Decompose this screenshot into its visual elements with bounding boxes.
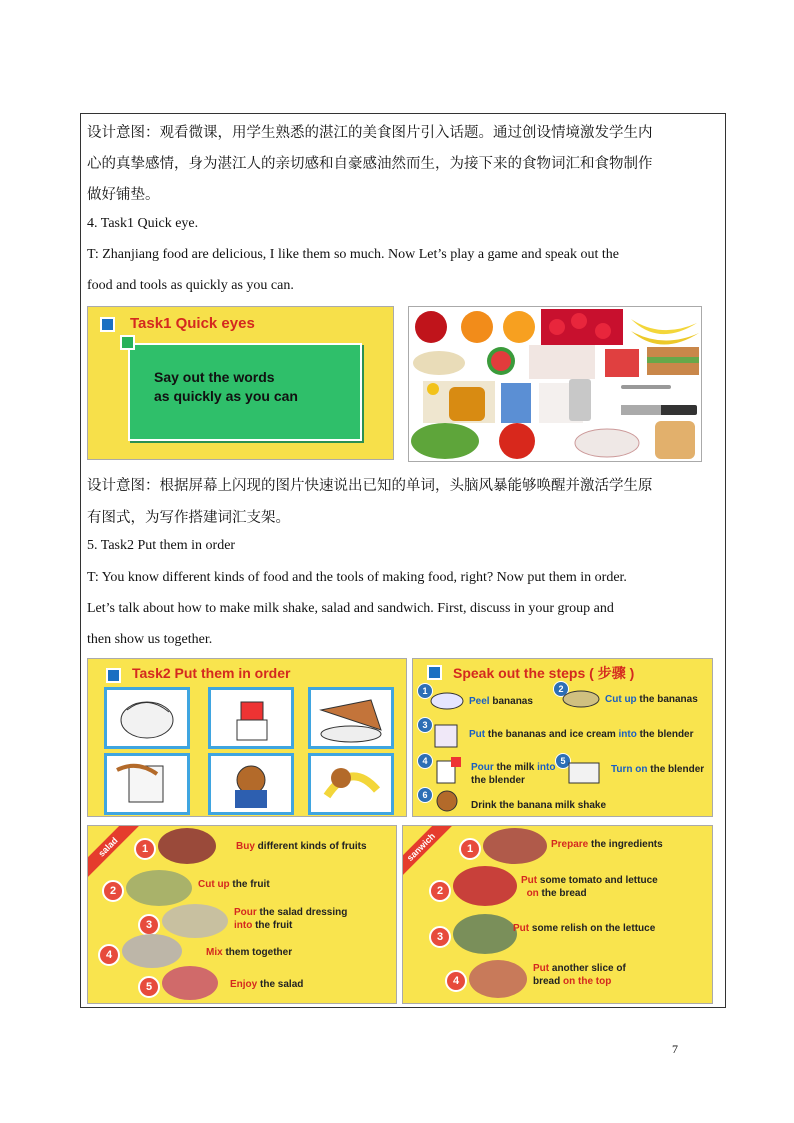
instruction-box [128,343,362,441]
step-number: 4 [445,970,467,992]
salad-ribbon: salad [87,825,141,880]
sandwich-slide [402,825,713,1004]
apple-icon [415,311,447,343]
teacher-line: Let’s talk about how to make milk shake, salad and sandwich. First, discuss in your group and [87,601,614,616]
plate-icon [575,429,639,457]
fruit-photo [162,904,228,938]
teacher-line: T: Zhanjiang food are delicious, I like them so much. Now Let’s play a game and speak out the [87,247,619,262]
teacher-line: food and tools as quickly as you can. [87,278,294,293]
bullet-square [120,335,135,350]
fruit-photo [126,870,192,906]
bread-icon [655,421,695,459]
eggs-icon [413,351,465,375]
step-text: Prepare the ingredients [551,839,663,850]
task2-heading: 5. Task2 Put them in order [87,538,236,553]
step-image [427,787,467,815]
step-text: Buy different kinds of fruits [236,841,367,852]
step-text: Peel bananas [469,696,533,707]
food-photo-grid [408,306,702,462]
step-picture [104,753,190,815]
teacher-line: then show us together. [87,632,213,647]
step-picture [104,687,190,749]
cake-icon [529,345,595,379]
salad-slide [87,825,397,1004]
step-picture [208,753,294,815]
honey-jar-icon [449,387,485,421]
step-text: Mix them together [206,947,293,958]
step-number: 4 [98,944,120,966]
intent-text-line: 有图式，为写作搭建词汇支架。 [87,510,290,526]
bullet-square [100,317,115,332]
instruction-line: Say out the words [154,369,275,385]
milk-box-icon [501,383,531,423]
step-number: 4 [417,753,433,769]
task1-slide [87,306,394,460]
step-number: 3 [429,926,451,948]
bullet-square [106,668,121,683]
step-number: 2 [553,681,569,697]
step-number: 5 [138,976,160,998]
ingredient-photo [453,866,517,906]
step-image [559,687,603,709]
step-number: 5 [555,753,571,769]
step-number: 3 [417,717,433,733]
step-text: Put some tomato and lettuce on the bread [521,875,658,899]
step-text: Drink the banana milk shake [471,800,607,811]
steps-slide [412,658,713,817]
sandwich-ribbon: sanwich [402,825,454,880]
step-number: 2 [102,880,124,902]
intent-text-line: 设计意图：根据屏幕上闪现的图片快速说出已知的单词，头脑风暴能够唤醒并激活学生原 [87,478,653,494]
intent-text-line: 做好铺垫。 [87,187,160,203]
slide-title: Task2 Put them in order [132,665,291,681]
step-picture [308,687,394,749]
step-text: Put another slice of bread on the top [533,963,626,987]
intent-text-line: 设计意图：观看微课，用学生熟悉的湛江的美食图片引入话题。通过创设情境激发学生内 [87,125,653,141]
orange-icon [503,311,535,343]
teacher-line: T: You know different kinds of food and the tools of making food, right? Now put them in order. [87,570,627,585]
fruit-photo [158,828,216,864]
milk-carton-icon [605,349,639,377]
ingredient-photo [469,960,527,998]
fruit-photo [162,966,218,1000]
step-text: Pour the milk into the blender [471,762,556,786]
tomato-icon [499,423,535,459]
ingredient-photo [483,828,547,864]
step-text: Enjoy the salad [230,979,304,990]
step-text: Cut up the bananas [605,694,698,705]
step-image [425,719,467,749]
bullet-square [427,665,442,680]
spoon-icon [621,385,671,389]
step-picture [308,753,394,815]
step-number: 1 [417,683,433,699]
step-number: 3 [138,914,160,936]
task1-heading: 4. Task1 Quick eye. [87,216,199,231]
step-number: 2 [429,880,451,902]
blender-icon [569,379,591,421]
step-picture [208,687,294,749]
orange-icon [461,311,493,343]
step-text: Cut up the fruit [198,879,270,890]
fruit-photo [122,934,182,968]
slide-title: Speak out the steps ( 步骤 ) [453,665,635,681]
instruction-line: as quickly as you can [154,388,298,404]
task2-slide [87,658,407,817]
step-image [563,755,607,785]
step-number: 1 [134,838,156,860]
banana-icon [631,319,697,334]
step-number: 6 [417,787,433,803]
lettuce-icon [411,423,479,459]
step-text: Put the bananas and ice cream into the blender [469,729,694,740]
step-text: Put some relish on the lettuce [513,923,656,934]
intent-text-line: 心的真挚感情，身为湛江人的亲切感和自豪感油然而生，为接下来的食物词汇和食物制作 [87,156,653,172]
page-number: 7 [672,1042,678,1056]
ingredient-photo [453,914,517,954]
step-image [427,689,467,711]
step-text: Pour the salad dressing into the fruit [234,907,348,931]
slide-title: Task1 Quick eyes [130,315,255,332]
step-text: Turn on the blender [611,764,705,775]
step-number: 1 [459,838,481,860]
food-photos [409,307,702,462]
step-image [427,755,467,785]
